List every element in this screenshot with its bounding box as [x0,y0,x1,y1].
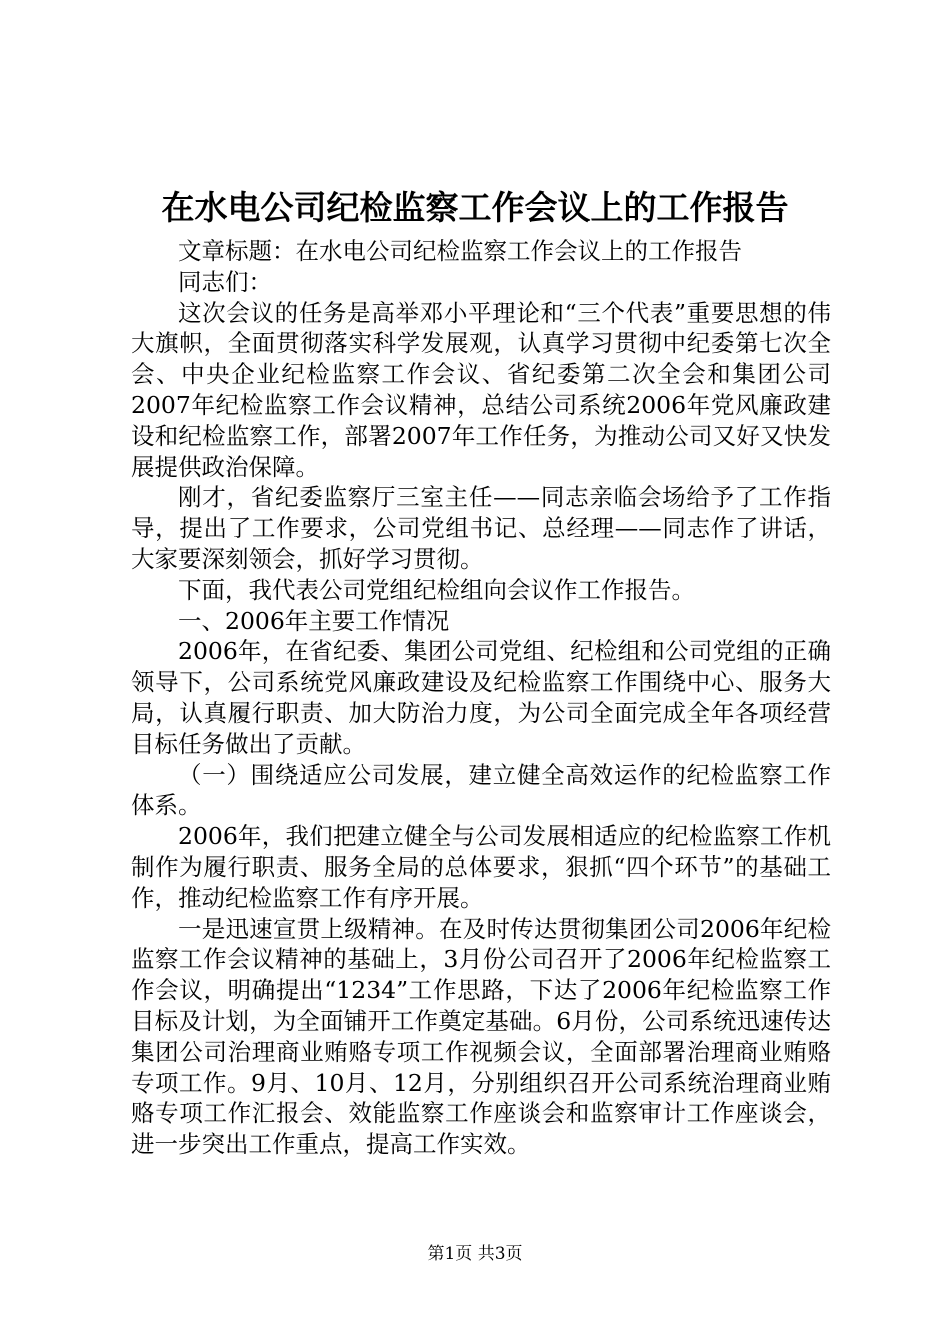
section-heading: 一、2006年主要工作情况 [178,606,450,635]
page-number-footer: 第1页 共3页 [427,1244,523,1264]
paragraph: 2006年，我们把建立健全与公司发展相适应的纪检监察工作机制作为履行职责、服务全局的总体要求，狠抓“四个环节”的基础工作，推动纪检监察工作有序开展。 [131,822,831,912]
document-body [131,236,831,1160]
paragraph: 一是迅速宣贯上级精神。在及时传达贯彻集团公司2006年纪检监察工作会议精神的基础上，3月份公司召开了2006年纪检监察工作会议，明确提出“1234”工作思路，下达了2006年纪检监察工作目标及计划，为全面铺开工作奠定基础。6月份，公司系统迅速传达集团公司治理商业贿赂专项工作视频会议，全面部署治理商业贿赂专项工作。9月、10月、12月，分别组织召开公司系统治理商业贿赂专项工作汇报会、效能监察工作座谈会和监察审计工作座谈会，进一步突出工作重点，提高工作实效。 [131,914,831,1159]
paragraph: 这次会议的任务是高举邓小平理论和“三个代表”重要思想的伟大旗帜，全面贯彻落实科学发展观，认真学习贯彻中纪委第七次全会、中央企业纪检监察工作会议、省纪委第二次全会和集团公司2007年纪检监察工作会议精神，总结公司系统2006年党风廉政建设和纪检监察工作，部署2007年工作任务，为推动公司又好又快发展提供政治保障。 [131,298,831,481]
paragraph: 下面，我代表公司党组纪检组向会议作工作报告。 [178,575,695,604]
article-title-line: 文章标题：在水电公司纪检监察工作会议上的工作报告 [178,237,742,265]
paragraph: 2006年，在省纪委、集团公司党组、纪检组和公司党组的正确领导下，公司系统党风廉政建设及纪检监察工作围绕中心、服务大局，认真履行职责、加大防治力度，为公司全面完成全年各项经营目标任务做出了贡献。 [131,637,831,758]
salutation: 同志们： [178,267,272,296]
paragraph: 刚才，省纪委监察厅三室主任——同志亲临会场给予了工作指导，提出了工作要求，公司党组书记、总经理——同志作了讲话，大家要深刻领会，抓好学习贯彻。 [131,483,831,573]
document-title: 在水电公司纪检监察工作会议上的工作报告 [161,188,789,227]
subsection-heading: （一）围绕适应公司发展，建立健全高效运作的纪检监察工作体系。 [131,760,831,820]
